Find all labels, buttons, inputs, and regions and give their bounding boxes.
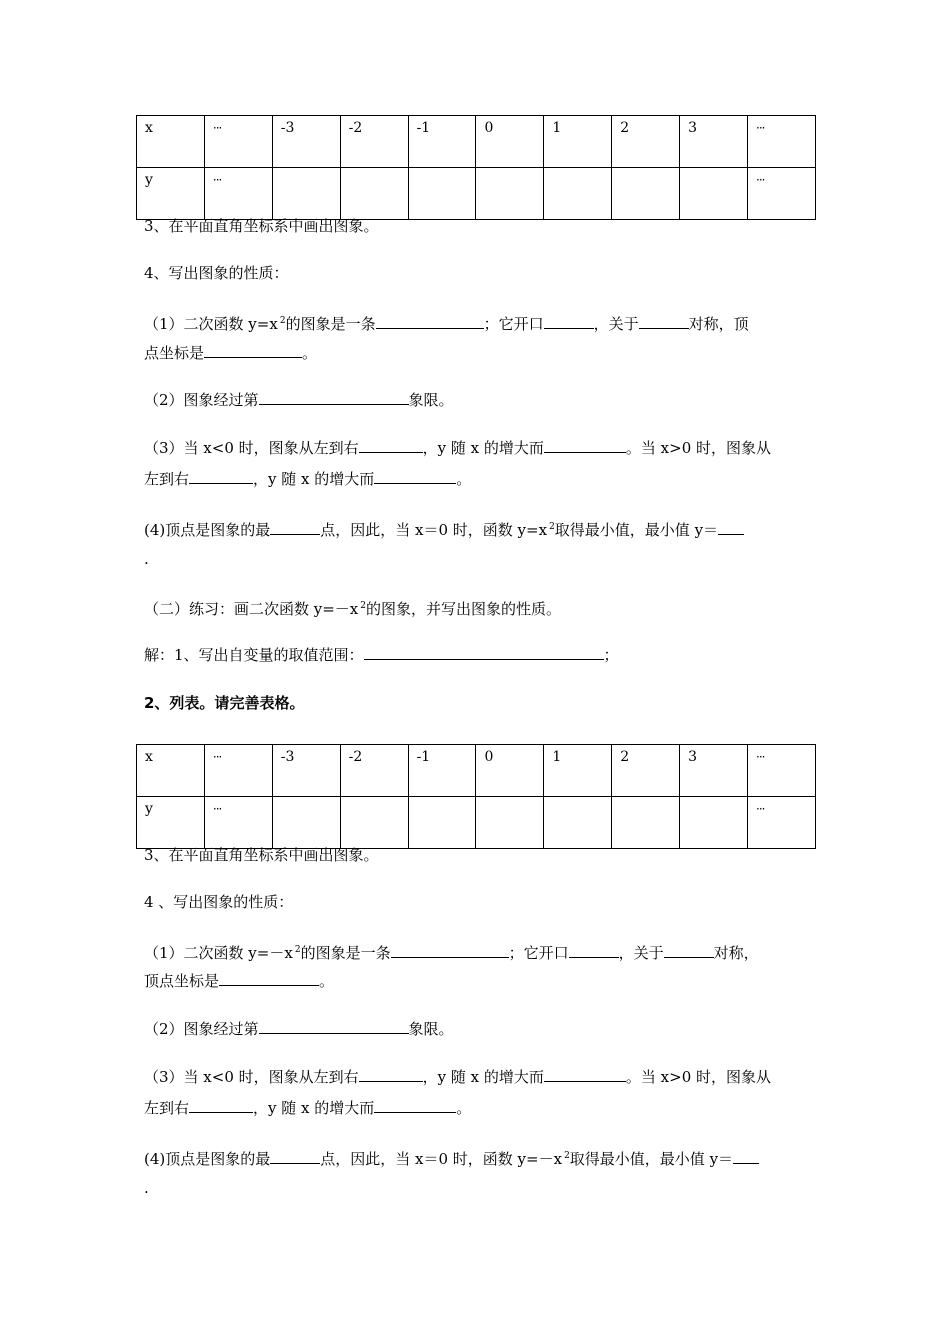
blank-field[interactable] bbox=[270, 520, 320, 535]
blank-field[interactable] bbox=[544, 438, 626, 453]
blank-field[interactable] bbox=[219, 971, 319, 986]
table-cell: -3 bbox=[272, 745, 340, 797]
property-1: （1）二次函数 y=x $^2$的图象是一条 ；它开口 ，关于 对称，顶 bbox=[144, 315, 749, 333]
solution-step-2-heading: 2、列表。请完善表格。 bbox=[144, 694, 305, 712]
table-cell-blank[interactable] bbox=[612, 797, 680, 849]
table-cell: ··· bbox=[748, 168, 816, 220]
table-cell: 3 bbox=[680, 116, 748, 168]
step-3-text: 3、在平面直角坐标系中画出图象。 bbox=[144, 846, 379, 864]
blank-field[interactable] bbox=[639, 314, 689, 329]
table-cell: ··· bbox=[204, 116, 272, 168]
table-cell-blank[interactable] bbox=[612, 168, 680, 220]
blank-field[interactable] bbox=[544, 1067, 626, 1082]
blank-field[interactable] bbox=[374, 1098, 456, 1113]
table-cell-blank[interactable] bbox=[340, 168, 408, 220]
table-cell-blank[interactable] bbox=[340, 797, 408, 849]
solution-step-1: 解：1、写出自变量的取值范围： ； bbox=[144, 646, 619, 664]
table-cell: -2 bbox=[340, 116, 408, 168]
blank-field[interactable] bbox=[359, 1067, 423, 1082]
table-row-x bbox=[137, 116, 816, 168]
property-1: （1）二次函数 y=－x $^2$的图象是一条 ；它开口 ，关于 对称， bbox=[144, 944, 759, 962]
table-cell-blank[interactable] bbox=[544, 797, 612, 849]
step-4-text: 4、写出图象的性质： bbox=[144, 264, 289, 282]
table-cell: -2 bbox=[340, 745, 408, 797]
table-cell-blank[interactable] bbox=[476, 797, 544, 849]
property-4-cont: . bbox=[144, 550, 149, 568]
property-4: (4)顶点是图象的最 点，因此，当 x＝0 时，函数 y=－x $^2$取得最小值，最小值 y＝ bbox=[144, 1146, 759, 1169]
exercise-title: （二）练习：画二次函数 y=－x $^2$的图象，并写出图象的性质。 bbox=[144, 600, 562, 618]
table-cell: -1 bbox=[408, 116, 476, 168]
table-cell: ··· bbox=[204, 745, 272, 797]
value-table-2 bbox=[136, 744, 816, 849]
table-cell-blank[interactable] bbox=[408, 168, 476, 220]
property-4-cont: . bbox=[144, 1179, 149, 1197]
blank-field[interactable] bbox=[204, 343, 302, 358]
table-row-x bbox=[137, 745, 816, 797]
blank-field[interactable] bbox=[718, 520, 744, 535]
blank-field[interactable] bbox=[733, 1149, 759, 1164]
blank-field[interactable] bbox=[544, 314, 594, 329]
table-cell: 2 bbox=[612, 745, 680, 797]
table-cell: -3 bbox=[272, 116, 340, 168]
table-cell: x bbox=[137, 116, 205, 168]
property-3: （3）当 x<0 时，图象从左到右 ，y 随 x 的增大而 。当 x>0 时，图象从 bbox=[144, 1068, 772, 1086]
table-row-y bbox=[137, 797, 816, 849]
table-cell-blank[interactable] bbox=[544, 168, 612, 220]
blank-field[interactable] bbox=[359, 438, 423, 453]
table-cell: x bbox=[137, 745, 205, 797]
blank-field[interactable] bbox=[391, 943, 509, 958]
table-cell: y bbox=[137, 168, 205, 220]
table-cell: 1 bbox=[544, 745, 612, 797]
table-cell: 0 bbox=[476, 745, 544, 797]
property-3-cont: 左到右 ，y 随 x 的增大而 。 bbox=[144, 470, 472, 488]
table-cell-blank[interactable] bbox=[408, 797, 476, 849]
property-1-cont: 顶点坐标是 。 bbox=[144, 972, 335, 990]
table-cell-blank[interactable] bbox=[272, 168, 340, 220]
table-cell: 3 bbox=[680, 745, 748, 797]
table-cell: 0 bbox=[476, 116, 544, 168]
blank-field[interactable] bbox=[376, 314, 484, 329]
table-cell: ··· bbox=[204, 168, 272, 220]
table-cell-blank[interactable] bbox=[476, 168, 544, 220]
table-cell: ··· bbox=[748, 745, 816, 797]
table-cell: -1 bbox=[408, 745, 476, 797]
property-4: (4)顶点是图象的最 点，因此，当 x＝0 时，函数 y=x $^2$取得最小值，最小值 y＝ bbox=[144, 517, 744, 540]
blank-field[interactable] bbox=[364, 645, 604, 660]
table-cell-blank[interactable] bbox=[680, 168, 748, 220]
blank-field[interactable] bbox=[664, 943, 714, 958]
property-2: （2）图象经过第 象限。 bbox=[144, 391, 454, 409]
table-cell: ··· bbox=[204, 797, 272, 849]
blank-field[interactable] bbox=[189, 1098, 253, 1113]
table-cell-blank[interactable] bbox=[272, 797, 340, 849]
table-cell: 2 bbox=[612, 116, 680, 168]
property-1-cont: 点坐标是 。 bbox=[144, 344, 318, 362]
value-table-1 bbox=[136, 115, 816, 220]
blank-field[interactable] bbox=[569, 943, 619, 958]
table-cell: y bbox=[137, 797, 205, 849]
blank-field[interactable] bbox=[259, 1019, 409, 1034]
blank-field[interactable] bbox=[189, 469, 253, 484]
blank-field[interactable] bbox=[374, 469, 456, 484]
property-2: （2）图象经过第 象限。 bbox=[144, 1020, 454, 1038]
blank-field[interactable] bbox=[259, 390, 409, 405]
table-cell: ··· bbox=[748, 116, 816, 168]
table-cell: ··· bbox=[748, 797, 816, 849]
table-row-y bbox=[137, 168, 816, 220]
step-3-text: 3、在平面直角坐标系中画出图象。 bbox=[144, 217, 379, 235]
property-3: （3）当 x<0 时，图象从左到右 ，y 随 x 的增大而 。当 x>0 时，图象从 bbox=[144, 439, 772, 457]
table-cell: 1 bbox=[544, 116, 612, 168]
property-3-cont: 左到右 ，y 随 x 的增大而 。 bbox=[144, 1099, 472, 1117]
blank-field[interactable] bbox=[270, 1149, 320, 1164]
step-4-text: 4 、写出图象的性质： bbox=[144, 893, 294, 911]
table-cell-blank[interactable] bbox=[680, 797, 748, 849]
